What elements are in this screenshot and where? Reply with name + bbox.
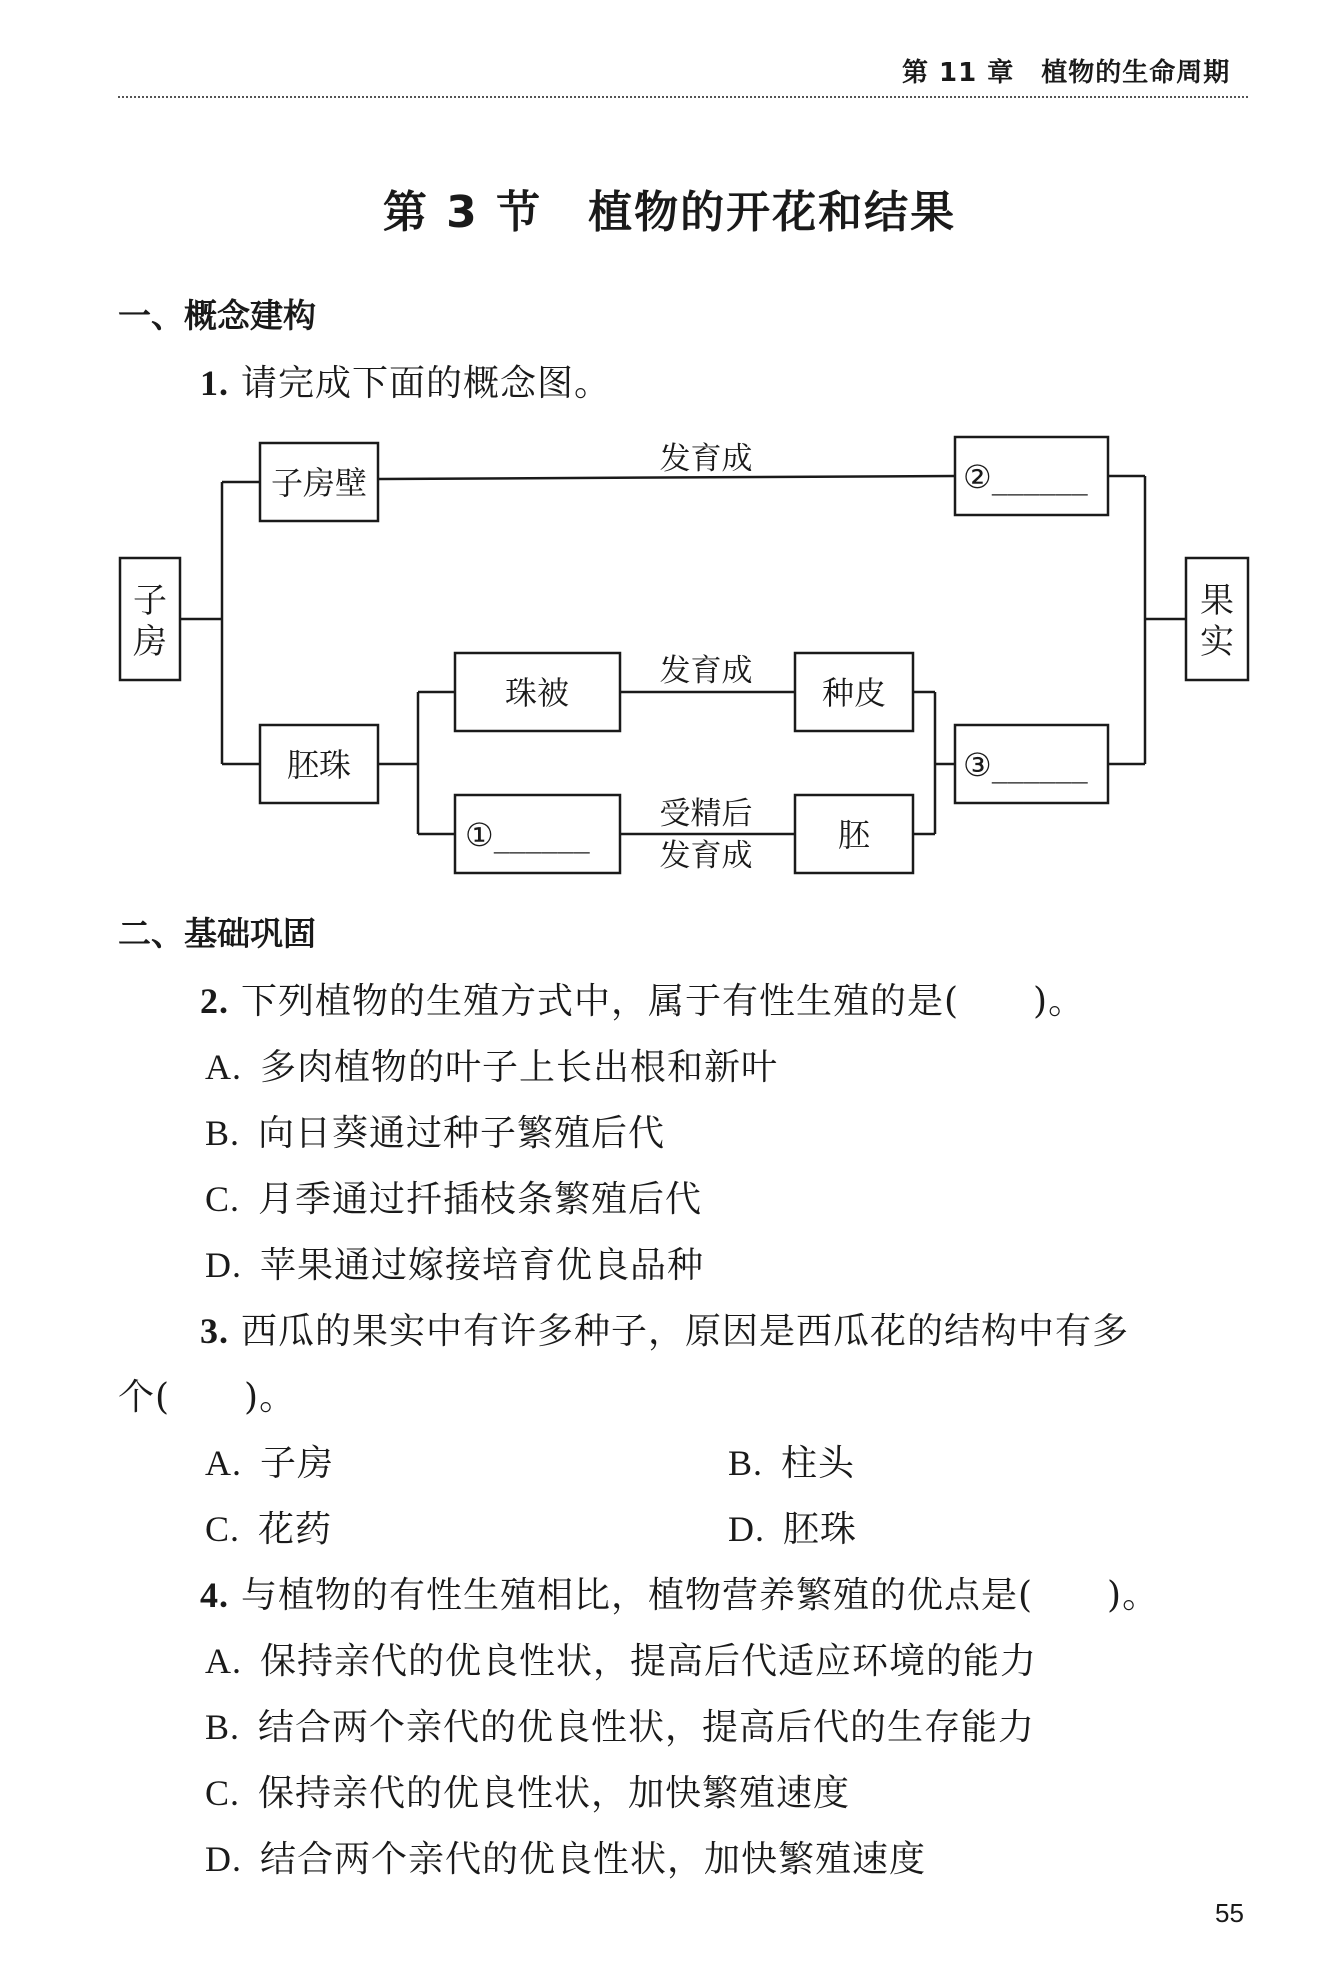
option-text: 结合两个亲代的优良性状，加快繁殖速度 [260, 1839, 927, 1880]
option-text: 苹果通过嫁接培育优良品种 [260, 1245, 705, 1286]
option-text: 子房 [260, 1443, 335, 1484]
section-heading-concept: 一、概念建构 [118, 296, 316, 335]
option-label: B. [728, 1443, 764, 1483]
option-label: A. [205, 1443, 242, 1483]
q2-option-b[interactable] [205, 1105, 665, 1156]
option-text: 多肉植物的叶子上长出根和新叶 [260, 1047, 779, 1088]
option-label: D. [205, 1839, 242, 1879]
option-label: A. [205, 1047, 242, 1087]
label-ovary-1: 子 [133, 581, 167, 621]
question-4 [200, 1567, 1159, 1618]
option-label: A. [205, 1641, 242, 1681]
option-label: D. [205, 1245, 242, 1285]
question-text: 西瓜的果实中有许多种子，原因是西瓜花的结构中有多 [241, 1311, 1130, 1352]
q4-option-c[interactable] [205, 1765, 850, 1816]
label-blank-1: ①______ [465, 816, 590, 854]
question-2 [200, 973, 1085, 1024]
label-blank-2: ②______ [963, 458, 1088, 496]
running-header-chapter: 第 11 章 植物的生命周期 [902, 58, 1231, 88]
question-text: 与植物的有性生殖相比，植物营养繁殖的优点是( )。 [241, 1575, 1160, 1616]
arrow-label-develop-bottom: 发育成 [659, 838, 753, 874]
label-embryo: 胚 [837, 816, 871, 854]
page-title: 第 3 节 植物的开花和结果 [382, 187, 957, 238]
option-text: 胚珠 [783, 1509, 858, 1550]
q4-option-a[interactable] [205, 1633, 1037, 1684]
option-label: C. [205, 1773, 241, 1813]
arrow-label-after-fertilization: 受精后 [659, 796, 753, 832]
label-ovary-wall: 子房壁 [270, 464, 368, 502]
label-ovary-2: 房 [133, 622, 167, 662]
question-number: 3. [200, 1311, 229, 1351]
question-text: 下列植物的生殖方式中，属于有性生殖的是( )。 [241, 981, 1086, 1022]
label-fruit-2: 实 [1200, 622, 1234, 662]
label-blank-3: ③______ [963, 746, 1088, 784]
arrow-label-develop-top: 发育成 [659, 441, 753, 477]
option-label: B. [205, 1113, 241, 1153]
section-heading-basics: 二、基础巩固 [118, 914, 316, 953]
option-label: B. [205, 1707, 241, 1747]
option-label: D. [728, 1509, 765, 1549]
q3-option-c[interactable] [205, 1501, 332, 1552]
question-number: 1. [200, 363, 229, 403]
q3-option-b[interactable] [728, 1435, 855, 1486]
option-text: 月季通过扦插枝条繁殖后代 [258, 1179, 703, 1220]
option-text: 保持亲代的优良性状，提高后代适应环境的能力 [260, 1641, 1038, 1682]
option-text: 柱头 [781, 1443, 856, 1484]
option-text: 结合两个亲代的优良性状，提高后代的生存能力 [258, 1707, 1036, 1748]
q2-option-d[interactable] [205, 1237, 704, 1288]
question-text: 请完成下面的概念图。 [241, 363, 612, 404]
label-seed-coat: 种皮 [821, 674, 887, 712]
q4-option-b[interactable] [205, 1699, 1035, 1750]
q2-option-c[interactable] [205, 1171, 702, 1222]
option-text: 花药 [258, 1509, 333, 1550]
option-text: 向日葵通过种子繁殖后代 [258, 1113, 666, 1154]
q3-option-d[interactable] [728, 1501, 857, 1552]
question-number: 4. [200, 1575, 229, 1615]
label-integument: 珠被 [504, 674, 570, 712]
concept-map [0, 0, 1339, 900]
q2-option-a[interactable] [205, 1039, 778, 1090]
question-3-continuation: 个( )。 [118, 1377, 297, 1418]
question-3 [200, 1303, 1129, 1354]
option-label: C. [205, 1179, 241, 1219]
label-fruit-1: 果 [1200, 581, 1234, 621]
q3-option-a[interactable] [205, 1435, 334, 1486]
q4-option-d[interactable] [205, 1831, 926, 1882]
question-number: 2. [200, 981, 229, 1021]
arrow-label-develop-mid: 发育成 [659, 653, 753, 689]
page-number: 55 [1215, 1898, 1244, 1928]
label-ovule: 胚珠 [286, 746, 352, 784]
option-text: 保持亲代的优良性状，加快繁殖速度 [258, 1773, 851, 1814]
option-label: C. [205, 1509, 241, 1549]
